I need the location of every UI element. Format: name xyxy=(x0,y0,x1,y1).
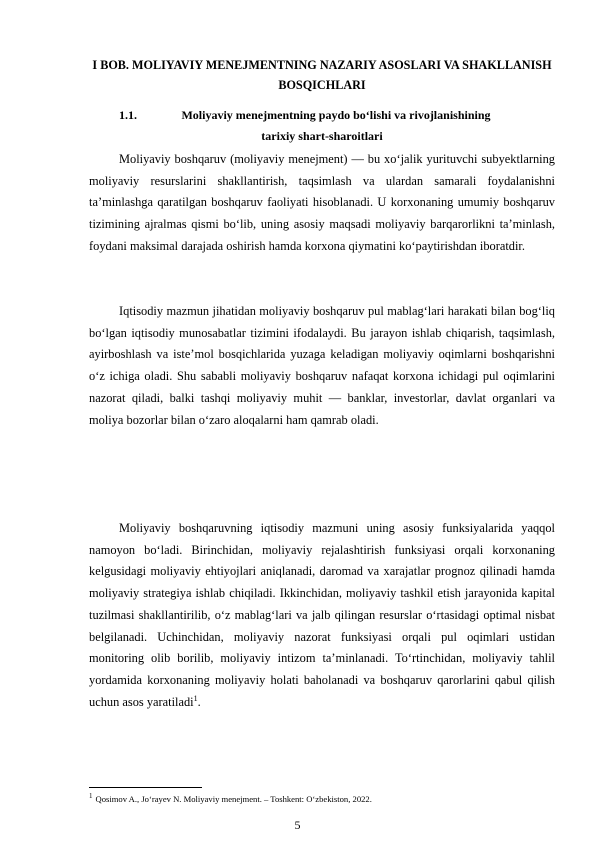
footnote-reference: 1 xyxy=(193,693,198,703)
chapter-title: I BOB. MOLIYAVIY MENEJMENTNING NAZARIY ASOSLARI VA SHAKLLANISH BOSQICHLARI xyxy=(92,58,552,92)
footnote-marker: 1 xyxy=(89,792,93,800)
section-number: 1.1. xyxy=(119,108,137,122)
page-number: 5 xyxy=(294,818,301,832)
section-title-line2: tarixiy shart-sharoitlari xyxy=(261,129,383,143)
paragraph-with-footnote-ref: Moliyaviy boshqaruvning iqtisodiy mazmuni uning asosiy funksiyalarida yaqqol namoyon bo‘ladi. Birinchidan, moliyaviy rejalashtirish funksiyasi orqali korxonaning kelgusidagi moliyaviy ehtiyojlari aniqlanadi, daromad va xarajatlar prognoz qilinadi hamda moliyaviy strategiya ishlab chiqiladi. Ikkinchidan, moliyaviy tashkil etish jarayonida kapital tuzilmasi shakllantirilib, o‘z mablag‘lari va jalb qilingan resurslar o‘rtasidagi optimal nisbat belgilanadi. Uchinchidan, moliyaviy nazorat funksiyasi orqali pul oqimlari ustidan monitoring olib borilib, moliyaviy intizom ta’minlanadi. To‘rtinchidan, moliyaviy tahlil yordamida korxonaning moliyaviy holati baholanadi va boshqaruv qarorlarini qabul qilish uchun asos yaratiladi$^1$. xyxy=(89,521,555,709)
paragraph: Iqtisodiy mazmun jihatidan moliyaviy boshqaruv pul mablag‘lari harakati bilan bog‘liq bo‘lgan iqtisodiy munosabatlar tizimini ifodalaydi. Bu jarayon ishlab chiqarish, taqsimlash, ayirboshlash va iste’mol bosqichlarida yuzaga keladigan moliyaviy oqimlarni boshqarishni o‘z ichiga oladi. Shu sababli moliyaviy boshqaruv nafaqat korxona ichidagi pul oqimlarini nazorat qiladi, balki tashqi moliyaviy muhit — banklar, investorlar, davlat organlari va moliya bozorlar bilan o‘zaro aloqalarni ham qamrab oladi. xyxy=(89,304,555,427)
paragraph: Moliyaviy boshqaruv (moliyaviy menejment) — bu xo‘jalik yurituvchi subyektlarning moliyaviy resurslarini shakllantirish, taqsimlash va ulardan samarali foydalanishni ta’minlashga qaratilgan boshqaruv faoliyati hisoblanadi. U korxonaning umumiy boshqaruv tizimining ajralmas qismi bo‘lib, uning asosiy maqsadi moliyaviy barqarorlikni ta’minlash, foydani maksimal darajada oshirish hamda korxona qiymatini ko‘paytirishdan iboratdir. xyxy=(89,152,555,253)
footnote-text: Qosimov A., Jo‘rayev N. Moliyaviy menejment. – Toshkent: O‘zbekiston, 2022. xyxy=(95,794,372,804)
footnote xyxy=(89,794,555,805)
section-title-line1: Moliyaviy menejmentning paydo bo‘lishi va rivojlanishining xyxy=(181,108,491,122)
paragraph-text: Moliyaviy boshqaruvning iqtisodiy mazmuni uning asosiy funksiyalarida yaqqol namoyon bo‘ladi. Birinchidan, moliyaviy rejalashtirish funksiyasi orqali korxonaning kelgusidagi moliyaviy ehtiyojlari aniqlanadi, daromad va xarajatlar prognoz qilinadi hamda moliyaviy strategiya ishlab chiqiladi. Ikkinchidan, moliyaviy tashkil etish jarayonida kapital tuzilmasi shakllantirilib, o‘z mablag‘lari va jalb qilingan resurslar o‘rtasidagi optimal nisbat belgilanadi. Uchinchidan, moliyaviy nazorat funksiyasi orqali pul oqimlari ustidan monitoring olib borilib, moliyaviy intizom ta’minlanadi. To‘rtinchidan, moliyaviy tahlil yordamida korxonaning moliyaviy holati baholanadi va boshqaruv qarorlarini qabul qilish uchun asos yaratiladi xyxy=(89,521,555,709)
footnote-separator xyxy=(89,787,202,788)
